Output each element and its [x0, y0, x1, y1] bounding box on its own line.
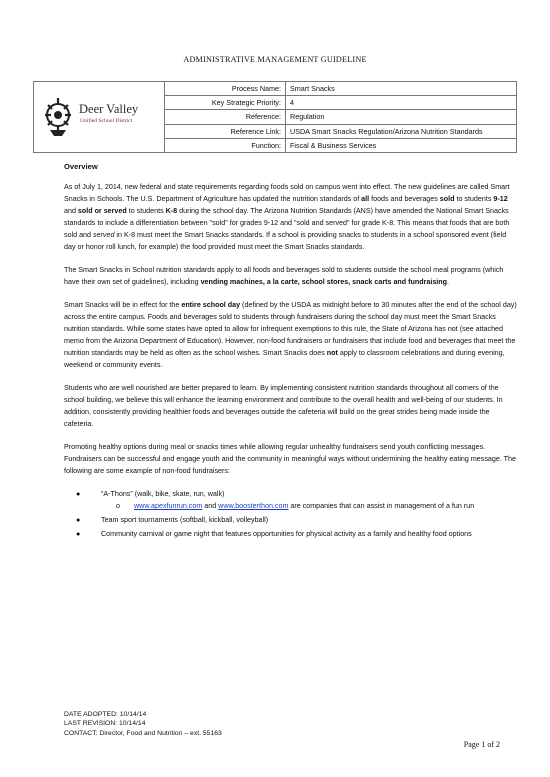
fundraiser-list [64, 488, 519, 540]
p1-text: in K-8 must meet the Smart Snacks standards. If a school is providing snacks to students in a school sponsored event (field day or honor roll lunch, for example) the food provided must meet the Smart Snacks standards. [64, 231, 507, 251]
document-title: ADMINISTRATIVE MANAGEMENT GUIDELINE [183, 55, 367, 64]
process-name-label: Process Name: [164, 82, 286, 96]
p1-bold-grades: 9-12 [493, 195, 508, 203]
meta-row-priority [164, 96, 516, 110]
sub-text: and [202, 502, 219, 510]
meta-row-process [164, 82, 516, 96]
sub-text: are companies that can assist in management of a fun run [288, 502, 475, 510]
priority-value: 4 [286, 96, 517, 110]
sub-list [101, 500, 519, 512]
bullet-icon: ● [76, 530, 81, 538]
page-number: Page 1 of 2 [463, 740, 500, 749]
meta-row-function [164, 138, 516, 152]
deer-valley-emblem-icon [40, 94, 76, 138]
p3-text: (defined by the USDA as midnight before to 30 minutes after the end of the school day) across the entire campus. Foods and beverages sold to students through fundraisers during the school day must meet the Smart Snacks nutrition standards. While some states have opted to allow for infrequent exemptions to this rule, the State of Arizona has not (see attached memo from the Arizona Department of Education). However, non-food fundraisers or fundraisers that include food and beverages that meet the nutrition standards may be held as often as the school wishes. Smart Snacks does [64, 301, 517, 357]
reference-link-value: USDA Smart Snacks Regulation/Arizona Nutrition Standards [286, 124, 517, 138]
p3-text: Smart Snacks will be in effect for the [64, 301, 182, 309]
circle-bullet-icon: o [116, 502, 120, 510]
p2-bold-venues: vending machines, a la carte, school stores, snack carts and fundraising [200, 278, 447, 286]
p1-text: during the school day. The Arizona Nutrition Standards (ANS) have amended the National Smart Snacks standards to include a differentiation between "sold" for grades 9-12 and "sold and served" for grade K-8. This means that foods that are both sold and [64, 207, 510, 239]
paragraph-scope [64, 264, 519, 288]
paragraph-school-day [64, 299, 519, 371]
reference-value: Regulation [286, 110, 517, 124]
p1-bold-sold-served: sold or served [77, 207, 127, 215]
process-name-value: Smart Snacks [286, 82, 517, 96]
p1-text: As of July 1, 2014, new federal and state requirements regarding foods sold on campus went into effect. The new guidelines are called Smart Snacks in Schools. The U.S. Department of Agriculture has updated the nutrition standards of [64, 183, 510, 203]
sub-list-item [101, 500, 519, 512]
p1-text: to students [454, 195, 494, 203]
p1-italic-served: served [92, 231, 115, 239]
logo-name: Deer Valley [79, 102, 139, 116]
meta-table [164, 82, 516, 152]
function-value: Fiscal & Business Services [290, 140, 377, 150]
p3-bold-entire-day: entire school day [181, 301, 241, 309]
meta-row-link [164, 124, 516, 138]
document-body [64, 161, 519, 542]
reference-label: Reference: [164, 110, 286, 124]
function-label: Function: [164, 138, 286, 152]
p1-text: to students [126, 207, 166, 215]
date-adopted: DATE ADOPTED: 10/14/14 [64, 711, 147, 718]
p3-bold-not: not [326, 349, 338, 357]
p1-bold-sold: sold [439, 195, 455, 203]
meta-row-reference [164, 110, 516, 124]
boosterthon-link[interactable]: www.boosterthon.com [218, 502, 289, 510]
list-item-text: Team sport tournaments (softball, kickball, volleyball) [101, 516, 269, 524]
p2-text: The Smart Snacks in School nutrition standards apply to all foods and beverages sold to students outside the school meal programs (which have their own set of guidelines), including [64, 266, 504, 286]
last-revision: LAST REVISION: 10/14/14 [64, 720, 146, 728]
list-item [64, 514, 519, 526]
list-item-text: “A-Thons” (walk, bike, skate, run, walk) [101, 490, 225, 498]
document-footer [64, 710, 222, 738]
paragraph-nourishment: Students who are well nourished are better prepared to learn. By implementing consistent nutrition standards throughout all corners of the school building, we believe this will enhance the learning environment and contribute to the overall health and well-being of our students. In addition, consistently providing healthier foods and beverages outside the cafeteria will build on the great strides being made inside the cafeteria. [64, 384, 503, 428]
reference-link-label: Reference Link: [164, 124, 286, 138]
logo-subtitle: Unified School District [80, 118, 133, 124]
list-item-text: Community carnival or game night that features opportunities for physical activity as a family and healthy food options [101, 530, 472, 538]
contact-info: CONTACT: Director, Food and Nutrition – ext. 55163 [64, 729, 222, 737]
p1-bold-all: all [361, 195, 370, 203]
district-logo [34, 82, 165, 152]
p1-bold-k8: K-8 [165, 207, 178, 215]
priority-label: Key Strategic Priority: [164, 96, 286, 110]
guideline-header-table [33, 81, 517, 153]
p1-text: and [64, 207, 78, 215]
bullet-icon: ● [76, 516, 81, 524]
p3-text: apply to classroom celebrations and during evening, weekend or community events. [64, 349, 505, 369]
bullet-icon: ● [76, 490, 81, 498]
overview-heading: Overview [64, 162, 98, 171]
p2-text: . [447, 278, 449, 286]
apexfunrun-link[interactable]: www.apexfunrun.com [134, 502, 203, 510]
list-item [64, 488, 519, 512]
list-item [64, 528, 519, 540]
p1-text: foods and beverages [369, 195, 440, 203]
paragraph-effective-date [64, 181, 519, 253]
paragraph-fundraisers: Promoting healthy options during meal or snacks times while allowing regular unhealthy fundraisers send youth conflicting messages. Fundraisers can be successful and engage youth and the community in meaningful ways without undermining the healthy eating message. The following are some example of non-food fundraisers: [64, 443, 516, 475]
